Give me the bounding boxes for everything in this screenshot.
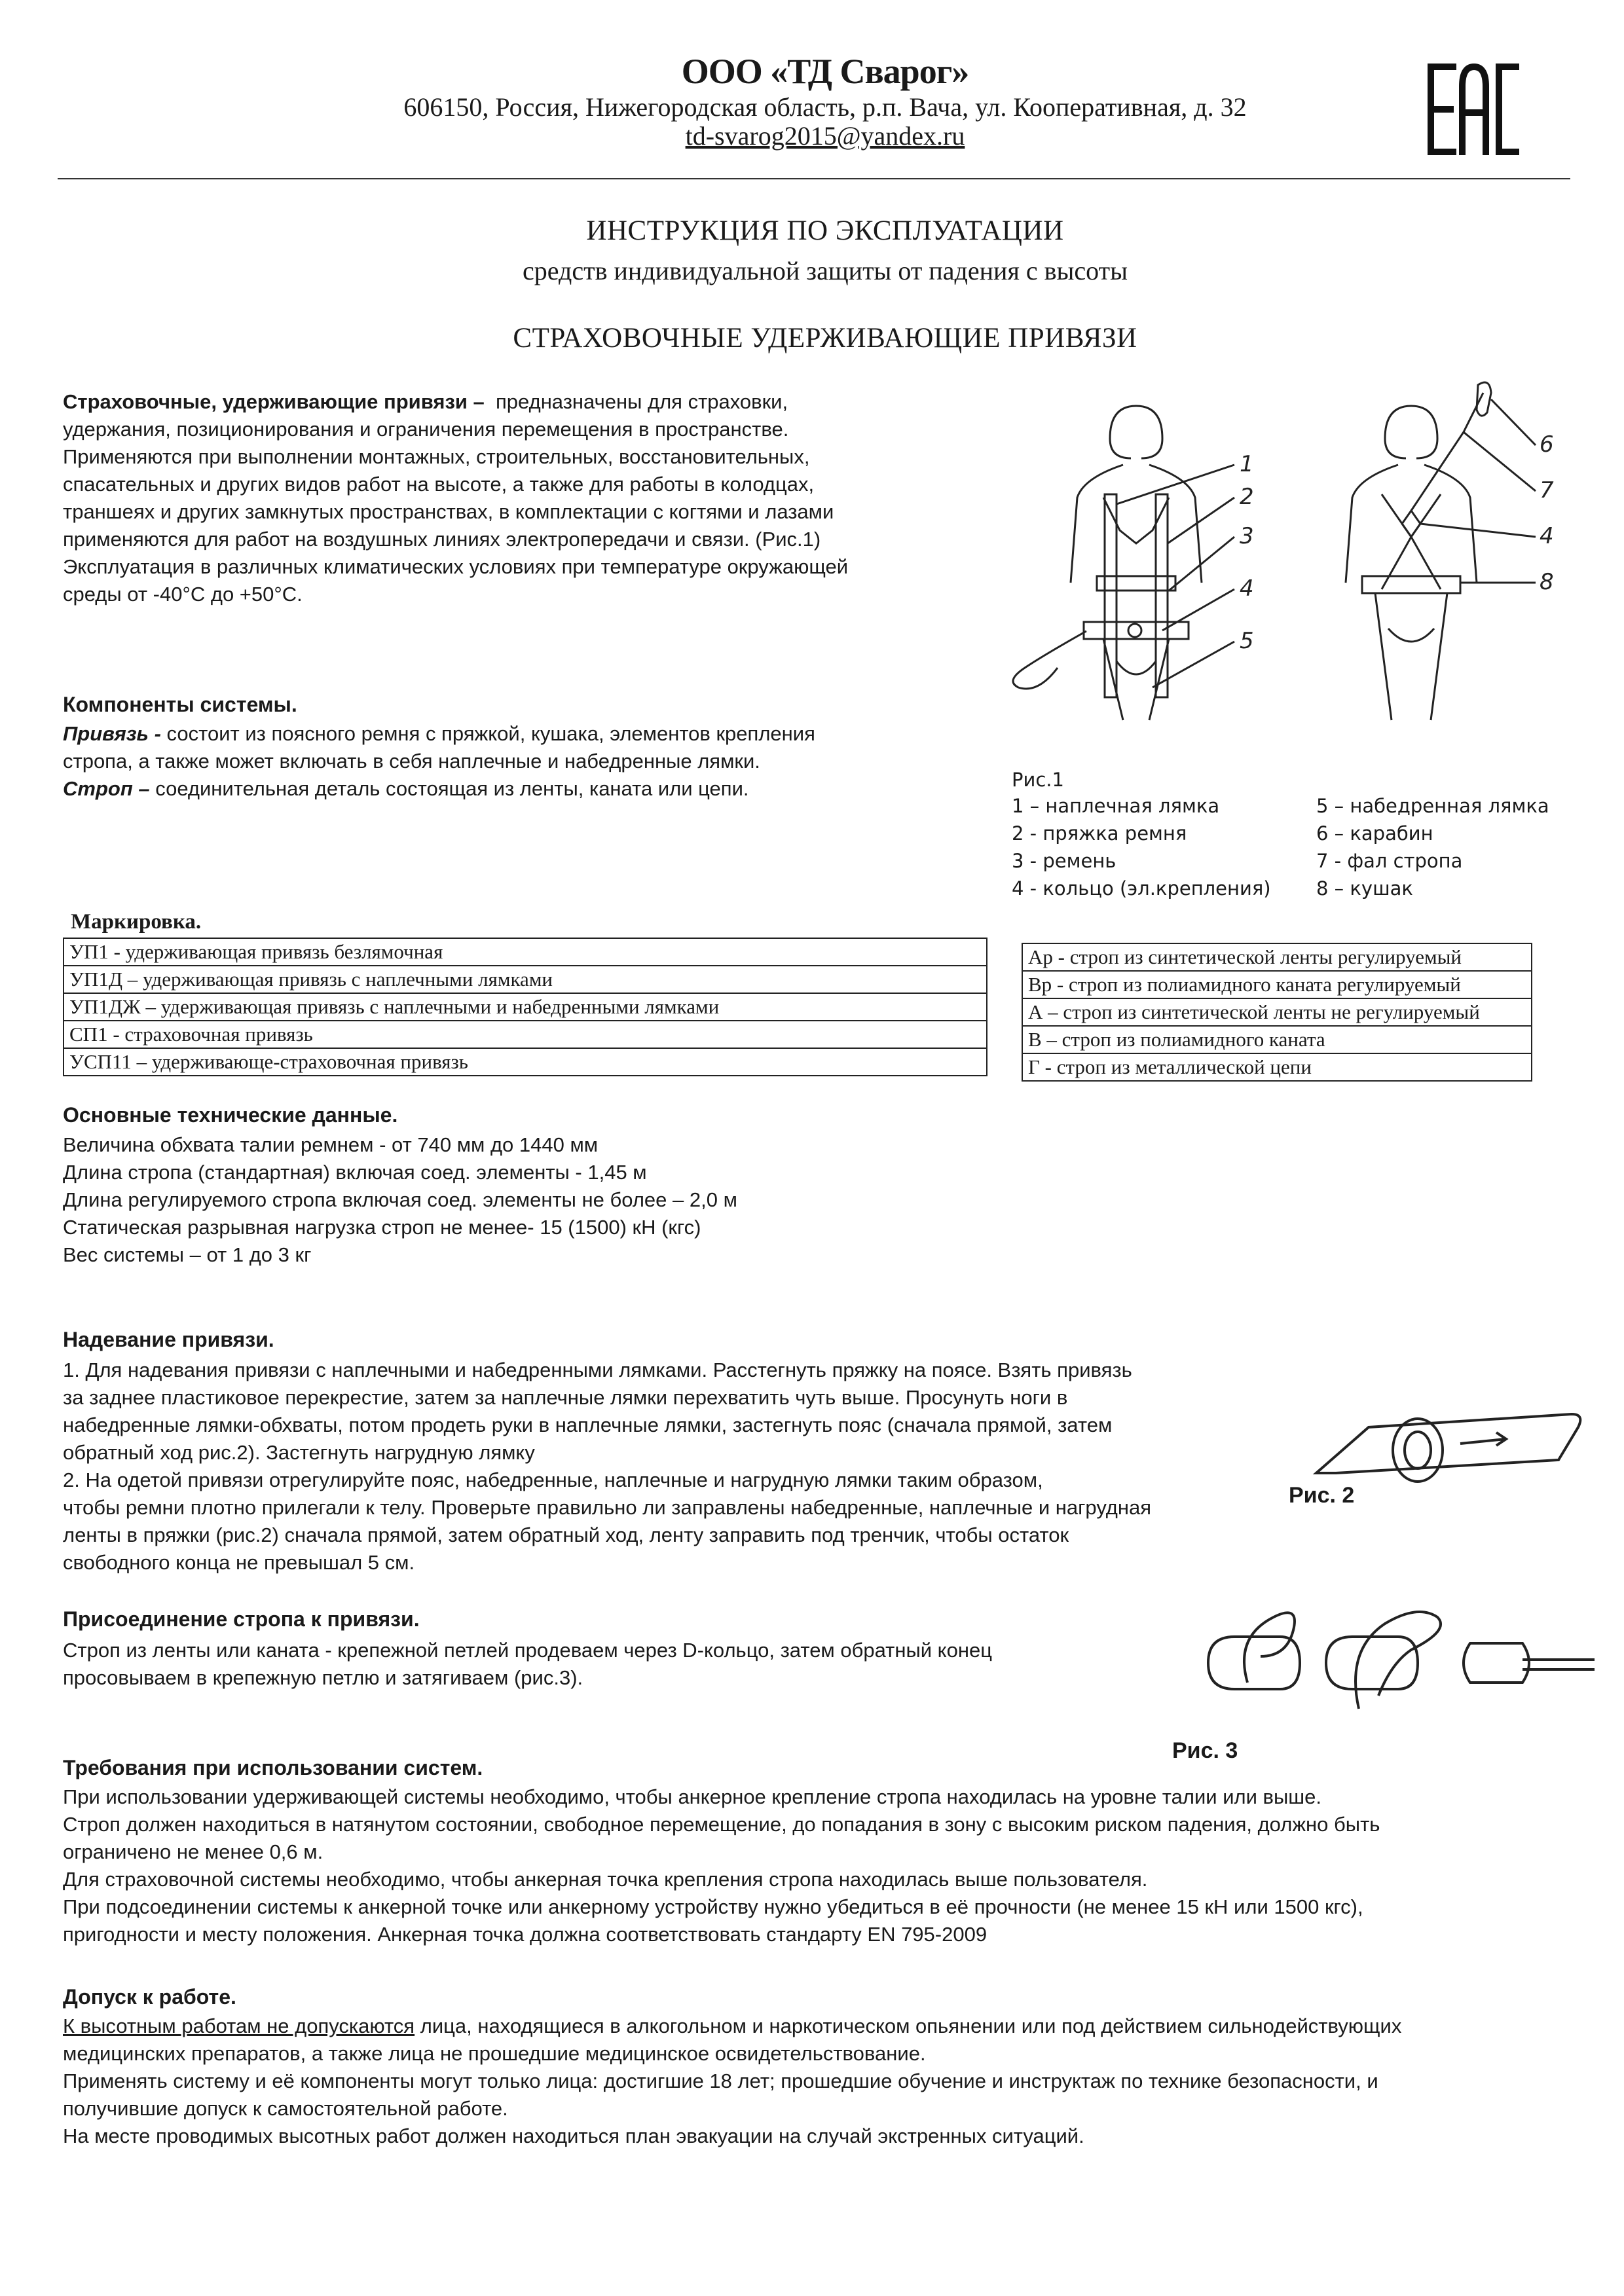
callout-leader bbox=[1168, 498, 1234, 543]
intro-line: применяются для работ на воздушных линиях электропередачи и связи. (Рис.1) bbox=[63, 528, 821, 551]
eac-mark-icon bbox=[1424, 60, 1522, 158]
callout-number: 8 bbox=[1540, 569, 1554, 595]
attach-paragraph bbox=[63, 1637, 1160, 1692]
admission-line: Применять систему и её компоненты могут только лица: достигшие 18 лет; прошедшие обучение и инструктаж по технике безопасности, и bbox=[63, 2069, 1378, 2092]
table-row bbox=[1022, 971, 1532, 998]
figure1-legend-left bbox=[1012, 792, 1271, 902]
table-row bbox=[1022, 998, 1532, 1026]
admission-heading: Допуск к работе. bbox=[63, 1985, 236, 2009]
intro-line: Применяются при выполнении монтажных, строительных, восстановительных, bbox=[63, 445, 810, 468]
table-row bbox=[1022, 943, 1532, 971]
callout-leader bbox=[1162, 589, 1234, 630]
lanyard-marking-table bbox=[1022, 943, 1532, 1082]
legend-item: 8 – кушак bbox=[1316, 877, 1413, 900]
callout-leader bbox=[1464, 432, 1536, 491]
back-belt bbox=[1362, 576, 1460, 593]
callout-leader bbox=[1491, 399, 1536, 445]
harness-marking-table bbox=[63, 938, 987, 1076]
lanyard-definition: соединительная деталь состоящая из ленты, каната или цепи. bbox=[155, 777, 749, 800]
company-email: td-svarog2015@yandex.ru bbox=[685, 121, 965, 151]
table-row bbox=[64, 1021, 987, 1048]
legend-item: 1 – наплечная лямка bbox=[1012, 795, 1220, 817]
callout-number: 2 bbox=[1240, 484, 1254, 510]
intro-line: траншеях и других замкнутых пространствах, в комплектации с когтями и лазами bbox=[63, 500, 834, 523]
arrow-icon bbox=[1460, 1432, 1506, 1446]
table-cell: УП1 - удерживающая привязь безлямочная bbox=[64, 938, 987, 966]
admission-paragraph bbox=[63, 2013, 1582, 2150]
chest-strap bbox=[1097, 576, 1175, 591]
lanyard-term: Строп – bbox=[63, 777, 150, 800]
table-row bbox=[64, 938, 987, 966]
intro-line: Эксплуатация в различных климатических условиях при температуре окружающей bbox=[63, 555, 849, 578]
lanyard-rope bbox=[1411, 393, 1483, 511]
callout-number: 4 bbox=[1540, 523, 1554, 549]
legend-item: 4 - кольцо (эл.крепления) bbox=[1012, 877, 1271, 900]
company-address: 606150, Россия, Нижегородская область, р.п. Вача, ул. Кооперативная, д. 32 bbox=[403, 92, 1247, 122]
table-cell: Г - строп из металлической цепи bbox=[1022, 1053, 1532, 1081]
admission-line: медицинских препаратов, а также лица не прошедшие медицинское освидетельствование. bbox=[63, 2042, 926, 2065]
table-cell: УСП11 – удерживающе-страховочная привязь bbox=[64, 1048, 987, 1076]
table-cell: СП1 - страховочная привязь bbox=[64, 1021, 987, 1048]
intro-line bbox=[63, 388, 990, 416]
donning-line: обратный ход рис.2). Застегнуть нагрудную лямку bbox=[63, 1441, 535, 1464]
callout-number: 6 bbox=[1540, 431, 1554, 458]
front-collar bbox=[1103, 498, 1169, 543]
callout-number: 3 bbox=[1240, 523, 1254, 549]
leg-straps bbox=[1103, 639, 1169, 720]
intro-lead: Страховочные, удерживающие привязи – bbox=[63, 390, 485, 413]
requirements-line: При подсоединении системы к анкерной точке или анкерному устройству нужно убедиться в её прочности (не менее 15 кН или 1500 кгс), bbox=[63, 1895, 1363, 1918]
table-cell: УП1Д – удерживающая привязь с наплечными лямками bbox=[64, 966, 987, 993]
donning-heading: Надевание привязи. bbox=[63, 1328, 274, 1351]
harness-definition: состоит из поясного ремня с пряжкой, кушака, элементов крепления bbox=[166, 722, 815, 745]
specs-list bbox=[63, 1131, 980, 1269]
table-row bbox=[64, 966, 987, 993]
back-leg-straps bbox=[1375, 593, 1447, 720]
d-ring-icon bbox=[1402, 511, 1420, 537]
intro-paragraph bbox=[63, 388, 990, 608]
callout-leader bbox=[1153, 642, 1234, 687]
table-cell: Вр - строп из полиамидного каната регулируемый bbox=[1022, 971, 1532, 998]
legend-item: 5 – набедренная лямка bbox=[1316, 795, 1549, 817]
attach-line: Строп из ленты или каната - крепежной петлей продеваем через D-кольцо, затем обратный конец bbox=[63, 1639, 992, 1662]
attach-line: просовываем в крепежную петлю и затягиваем (рис.3). bbox=[63, 1666, 583, 1689]
donning-line: набедренные лямки-обхваты, потом продеть руки в наплечные лямки, застегнуть пояс (сначала прямой, затем bbox=[63, 1413, 1113, 1436]
callout-number: 4 bbox=[1240, 575, 1254, 602]
company-name: ООО «ТД Сварог» bbox=[681, 52, 969, 91]
callout-number: 5 bbox=[1240, 628, 1254, 654]
admission-line: лица, находящиеся в алкогольном и наркотическом опьянении или под действием сильнодействующих bbox=[420, 2014, 1402, 2037]
requirements-line: Для страховочной системы необходимо, чтобы анкерная точка крепления стропа находилась выше пользователя. bbox=[63, 1868, 1148, 1891]
specs-heading: Основные технические данные. bbox=[63, 1103, 398, 1127]
harness-diagram bbox=[1005, 380, 1575, 776]
harness-definition: стропа, а также может включать в себя наплечные и набедренные лямки. bbox=[63, 750, 760, 773]
document-subtitle: средств индивидуальной защиты от падения с высоты bbox=[523, 256, 1128, 285]
buckle-ring-inner-icon bbox=[1405, 1432, 1431, 1468]
loop-icon bbox=[1244, 1613, 1295, 1683]
intro-line: удержания, позиционирования и ограничения перемещения в пространстве. bbox=[63, 418, 789, 441]
header-divider bbox=[58, 178, 1570, 179]
donning-line: 2. На одетой привязи отрегулируйте пояс, набедренные, наплечные и нагрудную лямки таким образом, bbox=[63, 1468, 1043, 1491]
requirements-line: Строп должен находиться в натянутом состоянии, свободное перемещение, до попадания в зону с высоким риском падения, должно быть bbox=[63, 1813, 1380, 1836]
requirements-paragraph bbox=[63, 1783, 1582, 1948]
harness-term: Привязь - bbox=[63, 722, 161, 745]
components-paragraph bbox=[63, 720, 990, 803]
requirements-line: пригодности и месту положения. Анкерная точка должна соответствовать стандарту EN 795-2009 bbox=[63, 1923, 987, 1946]
components-heading: Компоненты системы. bbox=[63, 693, 297, 716]
figure2-caption: Рис. 2 bbox=[1289, 1483, 1355, 1508]
strap-shape bbox=[1316, 1414, 1580, 1473]
front-lanyard bbox=[1013, 631, 1086, 689]
admission-underlined: К высотным работам не допускаются bbox=[63, 2014, 415, 2037]
spec-item: Величина обхвата талии ремнем - от 740 мм до 1440 мм bbox=[63, 1133, 599, 1156]
donning-line: 1. Для надевания привязи с наплечными и набедренными лямками. Расстегнуть пряжку на поясе. Взять привязь bbox=[63, 1358, 1132, 1381]
belt-buckle-icon bbox=[1128, 624, 1141, 637]
back-head bbox=[1385, 406, 1437, 458]
admission-line: получившие допуск к самостоятельной работе. bbox=[63, 2097, 508, 2120]
spec-item: Длина регулируемого стропа включая соед. элементы не более – 2,0 м bbox=[63, 1188, 737, 1211]
requirements-line: ограничено не менее 0,6 м. bbox=[63, 1840, 323, 1863]
attach-heading: Присоединение стропа к привязи. bbox=[63, 1607, 420, 1631]
figure1-caption: Рис.1 bbox=[1012, 769, 1064, 791]
spec-item: Статическая разрывная нагрузка строп не менее- 15 (1500) кН (кгс) bbox=[63, 1216, 701, 1239]
callout-leader bbox=[1116, 465, 1234, 504]
spec-item: Длина стропа (стандартная) включая соед. элементы - 1,45 м bbox=[63, 1161, 647, 1184]
back-cross-straps bbox=[1382, 494, 1441, 589]
lanyard-attach-figure bbox=[1195, 1597, 1608, 1728]
table-row bbox=[1022, 1053, 1532, 1081]
back-shoulders bbox=[1346, 465, 1477, 583]
table-row bbox=[1022, 1026, 1532, 1053]
front-head bbox=[1110, 406, 1162, 458]
donning-line: свободного конца не превышал 5 см. bbox=[63, 1551, 415, 1574]
table-cell: В – строп из полиамидного каната bbox=[1022, 1026, 1532, 1053]
figure3-caption: Рис. 3 bbox=[1172, 1738, 1238, 1763]
d-ring-icon bbox=[1464, 1643, 1529, 1683]
legend-item: 3 - ремень bbox=[1012, 850, 1116, 872]
legend-item: 6 – карабин bbox=[1316, 822, 1433, 845]
table-cell: А – строп из синтетической ленты не регулируемый bbox=[1022, 998, 1532, 1026]
table-cell: УП1ДЖ – удерживающая привязь с наплечными и набедренными лямками bbox=[64, 993, 987, 1021]
callout-number: 7 bbox=[1540, 477, 1554, 503]
buckle-ring-icon bbox=[1393, 1419, 1443, 1482]
callout-number: 1 bbox=[1240, 451, 1254, 477]
strap-end-icon bbox=[1522, 1660, 1595, 1669]
donning-paragraph bbox=[63, 1357, 1281, 1576]
donning-line: за заднее пластиковое перекрестие, затем за наплечные лямки перехватить чуть выше. Просунуть ноги в bbox=[63, 1386, 1068, 1409]
table-row bbox=[64, 1048, 987, 1076]
marking-heading: Маркировка. bbox=[71, 910, 202, 934]
carabiner-icon bbox=[1477, 382, 1491, 416]
legend-item: 2 - пряжка ремня bbox=[1012, 822, 1187, 845]
legend-item: 7 - фал стропа bbox=[1316, 850, 1463, 872]
intro-line: среды от -40°С до +50°С. bbox=[63, 583, 303, 606]
intro-line: спасательных и других видов работ на высоте, а также для работы в колодцах, bbox=[63, 473, 815, 496]
table-cell: Ар - строп из синтетической ленты регулируемый bbox=[1022, 943, 1532, 971]
intro-line-text: предназначены для страховки, bbox=[496, 390, 788, 413]
requirements-heading: Требования при использовании систем. bbox=[63, 1756, 483, 1779]
donning-line: ленты в пряжки (рис.2) сначала прямой, затем обратный ход, ленту заправить под тренчик, чтобы остаток bbox=[63, 1523, 1069, 1546]
admission-line: На месте проводимых высотных работ должен находиться план эвакуации на случай экстренных ситуаций. bbox=[63, 2124, 1084, 2147]
document-title: ИНСТРУКЦИЯ ПО ЭКСПЛУАТАЦИИ bbox=[586, 215, 1064, 246]
callout-leader bbox=[1420, 524, 1536, 537]
spec-item: Вес системы – от 1 до 3 кг bbox=[63, 1243, 312, 1266]
d-ring-icon bbox=[1326, 1637, 1418, 1689]
donning-line: чтобы ремни плотно прилегали к телу. Проверьте правильно ли заправлены набедренные, наплечные и нагрудная bbox=[63, 1496, 1152, 1519]
requirements-line: При использовании удерживающей системы необходимо, чтобы анкерное крепление стропа находилась на уровне талии или выше. bbox=[63, 1785, 1322, 1808]
table-row bbox=[64, 993, 987, 1021]
figure1-legend-right bbox=[1316, 792, 1549, 902]
section-title: СТРАХОВОЧНЫЕ УДЕРЖИВАЮЩИЕ ПРИВЯЗИ bbox=[513, 323, 1137, 354]
loop-icon bbox=[1356, 1612, 1441, 1709]
